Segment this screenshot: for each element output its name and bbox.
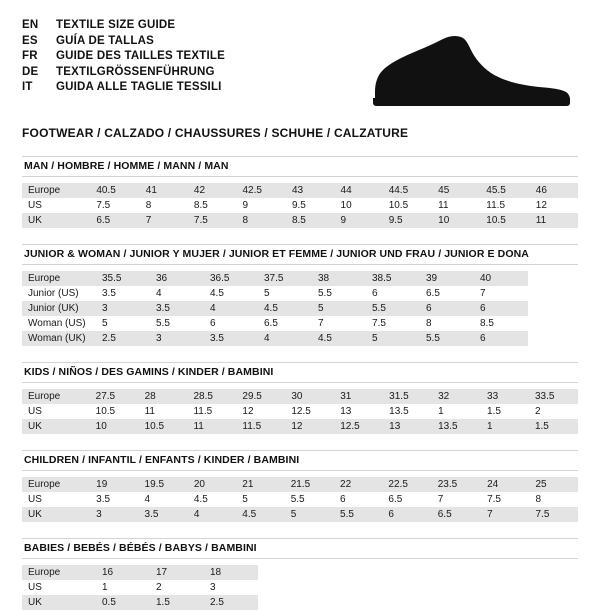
row-label: US <box>22 198 90 213</box>
size-cell: 9.5 <box>383 213 432 228</box>
row-label: UK <box>22 507 90 522</box>
row-label: UK <box>22 595 96 610</box>
size-cell: 17 <box>150 565 204 580</box>
size-cell: 5 <box>96 316 150 331</box>
size-cell: 4.5 <box>188 492 236 507</box>
size-cell: 8 <box>420 316 474 331</box>
size-cell: 2 <box>529 404 578 419</box>
size-cell: 16 <box>96 565 150 580</box>
table-row <box>22 198 578 213</box>
size-cell: 44.5 <box>383 183 432 198</box>
dress-shoe-icon <box>367 32 572 110</box>
language-title: TEXTILGRÖSSENFÜHRUNG <box>56 65 215 78</box>
size-cell: 43 <box>286 183 335 198</box>
size-cell: 4.5 <box>258 301 312 316</box>
size-section <box>22 538 578 610</box>
size-cell: 44 <box>335 183 383 198</box>
size-cell: 23.5 <box>432 477 481 492</box>
size-cell: 2.5 <box>96 331 150 346</box>
size-cell: 13 <box>334 404 383 419</box>
size-cell: 42 <box>188 183 237 198</box>
size-cell: 6.5 <box>420 286 474 301</box>
size-cell: 6 <box>334 492 382 507</box>
size-cell: 3.5 <box>204 331 258 346</box>
size-cell: 6.5 <box>432 507 481 522</box>
size-section <box>22 362 578 434</box>
header <box>22 18 578 110</box>
footwear-heading: FOOTWEAR / CALZADO / CHAUSSURES / SCHUHE / CALZATURE <box>22 126 409 140</box>
language-row <box>22 49 225 65</box>
size-cell: 36.5 <box>204 271 258 286</box>
size-section <box>22 156 578 228</box>
size-cell: 7 <box>474 286 528 301</box>
table-row <box>22 580 258 595</box>
size-cell: 2 <box>150 580 204 595</box>
size-cell: 6.5 <box>90 213 139 228</box>
size-cell: 4.5 <box>236 507 284 522</box>
size-table <box>22 183 578 228</box>
size-cell: 8.5 <box>474 316 528 331</box>
size-cell: 30 <box>285 389 334 404</box>
size-cell: 3 <box>150 331 204 346</box>
size-cell: 11.5 <box>236 419 285 434</box>
size-cell: 4.5 <box>312 331 366 346</box>
size-cell: 5 <box>285 507 334 522</box>
size-cell: 1 <box>96 580 150 595</box>
size-cell: 21 <box>236 477 284 492</box>
row-label: Europe <box>22 477 90 492</box>
size-cell: 33.5 <box>529 389 578 404</box>
size-cell: 3 <box>204 580 258 595</box>
size-cell: 13.5 <box>383 404 432 419</box>
size-cell: 41 <box>140 183 188 198</box>
size-cell: 11.5 <box>187 404 236 419</box>
size-cell: 12 <box>236 404 285 419</box>
table-row <box>22 286 528 301</box>
size-cell: 7 <box>312 316 366 331</box>
language-row <box>22 18 225 34</box>
size-cell: 37.5 <box>258 271 312 286</box>
size-cell: 5.5 <box>312 286 366 301</box>
size-cell: 1.5 <box>529 419 578 434</box>
row-label: US <box>22 404 90 419</box>
language-code: IT <box>22 81 33 93</box>
size-cell: 1 <box>432 404 481 419</box>
section-title: MAN / HOMBRE / HOMME / MANN / MAN <box>22 156 578 177</box>
size-cell: 28.5 <box>187 389 236 404</box>
size-cell: 3.5 <box>90 492 138 507</box>
size-section <box>22 244 578 346</box>
size-cell: 20 <box>188 477 236 492</box>
table-row <box>22 389 578 404</box>
size-sections <box>22 156 578 610</box>
size-cell: 46 <box>530 183 578 198</box>
size-cell: 9 <box>237 198 286 213</box>
size-cell: 1.5 <box>481 404 529 419</box>
language-title: GUIDA ALLE TAGLIE TESSILI <box>56 81 222 93</box>
size-cell: 24 <box>481 477 529 492</box>
size-cell: 12 <box>285 419 334 434</box>
row-label: UK <box>22 419 90 434</box>
size-cell: 31.5 <box>383 389 432 404</box>
size-cell: 36 <box>150 271 204 286</box>
size-cell: 6 <box>420 301 474 316</box>
size-cell: 1 <box>481 419 529 434</box>
row-label: Europe <box>22 183 90 198</box>
size-cell: 12 <box>530 198 578 213</box>
row-label: Junior (US) <box>22 286 96 301</box>
size-cell: 11 <box>139 404 188 419</box>
size-cell: 9 <box>335 213 383 228</box>
size-cell: 4 <box>258 331 312 346</box>
section-title: CHILDREN / INFANTIL / ENFANTS / KINDER / BAMBINI <box>22 450 578 471</box>
section-title: KIDS / NIÑOS / DES GAMINS / KINDER / BAMBINI <box>22 362 578 383</box>
size-cell: 8.5 <box>286 213 335 228</box>
row-label: US <box>22 492 90 507</box>
size-cell: 40 <box>474 271 528 286</box>
size-cell: 13 <box>383 419 432 434</box>
language-code: DE <box>22 65 39 78</box>
size-cell: 3.5 <box>150 301 204 316</box>
size-cell: 42.5 <box>237 183 286 198</box>
table-row <box>22 331 528 346</box>
size-cell: 4 <box>204 301 258 316</box>
language-row <box>22 80 225 96</box>
size-cell: 8 <box>529 492 578 507</box>
size-cell: 3 <box>90 507 138 522</box>
size-table <box>22 477 578 522</box>
size-table <box>22 565 258 610</box>
size-cell: 22 <box>334 477 382 492</box>
size-cell: 6 <box>382 507 431 522</box>
size-cell: 10.5 <box>90 404 139 419</box>
size-cell: 28 <box>139 389 188 404</box>
row-label: Woman (US) <box>22 316 96 331</box>
table-row <box>22 316 528 331</box>
size-cell: 38.5 <box>366 271 420 286</box>
table-row <box>22 301 528 316</box>
size-cell: 6 <box>474 301 528 316</box>
size-cell: 11.5 <box>480 198 529 213</box>
size-cell: 7.5 <box>90 198 139 213</box>
size-cell: 12.5 <box>334 419 383 434</box>
size-cell: 11 <box>530 213 578 228</box>
size-cell: 8 <box>140 198 188 213</box>
size-cell: 32 <box>432 389 481 404</box>
size-cell: 7.5 <box>529 507 578 522</box>
size-cell: 19.5 <box>139 477 188 492</box>
size-cell: 19 <box>90 477 138 492</box>
language-code: ES <box>22 34 38 47</box>
size-cell: 9.5 <box>286 198 335 213</box>
row-label: Europe <box>22 565 96 580</box>
size-cell: 1.5 <box>150 595 204 610</box>
size-cell: 10.5 <box>139 419 188 434</box>
size-cell: 45 <box>432 183 480 198</box>
size-cell: 29.5 <box>236 389 285 404</box>
size-cell: 40.5 <box>90 183 139 198</box>
size-cell: 3 <box>96 301 150 316</box>
language-row <box>22 34 225 50</box>
size-cell: 45.5 <box>480 183 529 198</box>
size-cell: 4 <box>139 492 188 507</box>
size-cell: 4 <box>150 286 204 301</box>
size-cell: 5.5 <box>285 492 334 507</box>
size-cell: 6 <box>474 331 528 346</box>
table-row <box>22 565 258 580</box>
size-cell: 6.5 <box>382 492 431 507</box>
language-title: TEXTILE SIZE GUIDE <box>56 19 176 31</box>
size-cell: 5.5 <box>366 301 420 316</box>
size-cell: 11 <box>187 419 236 434</box>
size-cell: 4 <box>188 507 236 522</box>
row-label: Europe <box>22 389 90 404</box>
size-cell: 10.5 <box>480 213 529 228</box>
size-cell: 35.5 <box>96 271 150 286</box>
size-cell: 10 <box>90 419 139 434</box>
size-cell: 7 <box>481 507 529 522</box>
size-cell: 12.5 <box>285 404 334 419</box>
table-row <box>22 507 578 522</box>
size-cell: 31 <box>334 389 383 404</box>
size-cell: 5.5 <box>420 331 474 346</box>
size-cell: 22.5 <box>382 477 431 492</box>
table-row <box>22 419 578 434</box>
size-cell: 7 <box>432 492 481 507</box>
size-table <box>22 389 578 434</box>
size-cell: 7.5 <box>188 213 237 228</box>
table-row <box>22 271 528 286</box>
size-cell: 8 <box>237 213 286 228</box>
size-table <box>22 271 528 346</box>
row-label: Europe <box>22 271 96 286</box>
size-cell: 0.5 <box>96 595 150 610</box>
size-cell: 7.5 <box>366 316 420 331</box>
size-cell: 7.5 <box>481 492 529 507</box>
section-title: BABIES / BEBÉS / BÉBÉS / BABYS / BAMBINI <box>22 538 578 559</box>
size-cell: 10 <box>335 198 383 213</box>
language-title: GUIDE DES TAILLES TEXTILE <box>56 50 225 62</box>
size-cell: 6.5 <box>258 316 312 331</box>
size-cell: 25 <box>529 477 578 492</box>
row-label: Woman (UK) <box>22 331 96 346</box>
row-label: Junior (UK) <box>22 301 96 316</box>
size-cell: 10 <box>432 213 480 228</box>
size-cell: 11 <box>432 198 480 213</box>
size-section <box>22 450 578 522</box>
size-cell: 4.5 <box>204 286 258 301</box>
table-row <box>22 404 578 419</box>
table-row <box>22 477 578 492</box>
size-cell: 2.5 <box>204 595 258 610</box>
language-title-list <box>22 18 225 96</box>
table-row <box>22 213 578 228</box>
size-cell: 5.5 <box>150 316 204 331</box>
section-title: JUNIOR & WOMAN / JUNIOR Y MUJER / JUNIOR ET FEMME / JUNIOR UND FRAU / JUNIOR E DONA <box>22 244 578 265</box>
size-cell: 3.5 <box>139 507 188 522</box>
size-cell: 21.5 <box>285 477 334 492</box>
size-cell: 5 <box>312 301 366 316</box>
table-row <box>22 492 578 507</box>
language-title: GUÍA DE TALLAS <box>56 34 154 47</box>
size-cell: 6 <box>204 316 258 331</box>
size-cell: 38 <box>312 271 366 286</box>
row-label: US <box>22 580 96 595</box>
table-row <box>22 595 258 610</box>
size-cell: 6 <box>366 286 420 301</box>
language-code: EN <box>22 19 39 31</box>
row-label: UK <box>22 213 90 228</box>
size-cell: 5 <box>366 331 420 346</box>
language-code: FR <box>22 50 38 62</box>
size-cell: 13.5 <box>432 419 481 434</box>
size-cell: 18 <box>204 565 258 580</box>
size-cell: 5.5 <box>334 507 382 522</box>
size-cell: 5 <box>236 492 284 507</box>
size-cell: 27.5 <box>90 389 139 404</box>
table-row <box>22 183 578 198</box>
size-cell: 39 <box>420 271 474 286</box>
language-row <box>22 65 225 81</box>
size-cell: 33 <box>481 389 529 404</box>
size-cell: 10.5 <box>383 198 432 213</box>
size-cell: 3.5 <box>96 286 150 301</box>
size-cell: 5 <box>258 286 312 301</box>
size-cell: 7 <box>140 213 188 228</box>
size-cell: 8.5 <box>188 198 237 213</box>
